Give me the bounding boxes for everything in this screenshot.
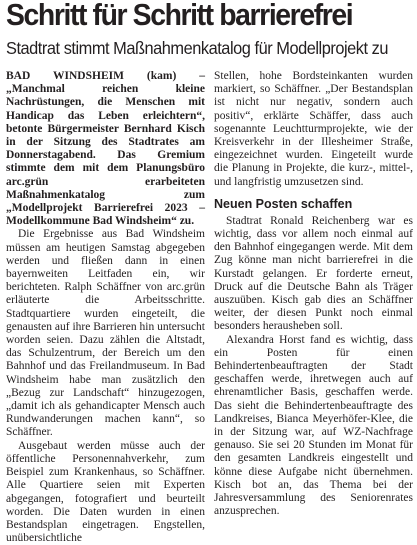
column-right (214, 70, 413, 519)
headline: Schritt für Schritt barrierefrei (6, 0, 353, 32)
body-paragraph: Die Ergebnisse aus Bad Windsheim müssen am heutigen Samstag abgegeben werden und fließen dann in einen bayernweiten Leitfaden ein, wir berichteten. Ralph Schäffner von arc.grün erläuterte die Arbeitsschritte. Stadtquartiere wurden eingeteilt, die genausten auf ihre Barrieren hin untersucht worden seien. Dazu zählen die Altstadt, das Schulzentrum, der Bereich um den Bahnhof und das Freilandmuseum. In Bad Windsheim habe man zusätzlich den „Bezug zur Landschaft“ hinzugezogen, „damit ich als gehandicapter Mensch auch Rundwanderungen machen kann“, so Schäffner. (6, 228, 205, 439)
section-heading: Neuen Posten schaffen (214, 196, 353, 211)
body-paragraph: Stellen, hohe Bordsteinkanten wurden markiert, so Schäffner. „Der Bestandsplan ist nicht nur negativ, sondern auch positiv“, erklärte Schäffer, dass auch sogenannte Leuchtturmprojekte, wie der Kreisverkehr in der Illesheimer Straße, eingezeichnet wurden. Eingeteilt wurde die Planung in Projekte, die kurz-, mittel-, und langfristig umzusetzen sind. (214, 70, 413, 188)
column-left (6, 70, 205, 545)
body-paragraph: Ausgebaut werden müsse auch der öffentliche Personennahverkehr, zum Beispiel zum Krankenhaus, so Schäffner. Alle Quartiere seien mit Experten abgegangen, fotografiert und beurteilt worden. Die Daten wurden in einen Bestandsplan eingetragen. Engstellen, unübersichtliche (6, 439, 205, 545)
body-paragraph: Alexandra Horst fand es wichtig, dass ein Posten für einen Behindertenbeauftragten der Stadt geschaffen werde, ihretwegen auch auf ehrenamtlicher Basis, geschaffen werde. Das sieht die Behindertenbeauftragte des Landkreises, Bianca Meyerhöfer-Klee, die in der Sitzung war, auf WZ-Nachfrage genauso. Sie sei 20 Stunden im Monat für den gesamten Landkreis eingestellt und könne diese Aufgabe nicht übernehmen. Kisch bot an, das Thema bei der Jahresversammlung des Seniorenrates anzusprechen. (214, 333, 413, 518)
lead-paragraph: BAD WINDSHEIM (kam) – „Manchmal reichen kleine Nachrüstungen, die Menschen mit Handicap das Leben erleichtern“, betonte Bürgermeister Bernhard Kisch in der Sitzung des Stadtrates am Donnerstagabend. Das Gremium stimmte dem mit dem Planungsbüro arc.grün erarbeiteten Maßnahmenkatalog zum „Modellprojekt Barrierefrei 2023 – Modellkommune Bad Windsheim“ zu. (6, 70, 205, 228)
body-paragraph: Stadtrat Ronald Reichenberg war es wichtig, dass vor allem noch einmal auf den Bahnhof eingegangen werde. Mit dem Zug könne man nicht barrierefrei in die Kurstadt gelangen. Er forderte erneut, Druck auf die Deutsche Bahn als Träger auszuüben. Kisch gab dies an Schäffner weiter, der diesen Punkt noch einmal besonders herausheben soll. (214, 214, 413, 333)
subheadline: Stadtrat stimmt Maßnahmenkatalog für Modellprojekt zu (6, 38, 389, 58)
